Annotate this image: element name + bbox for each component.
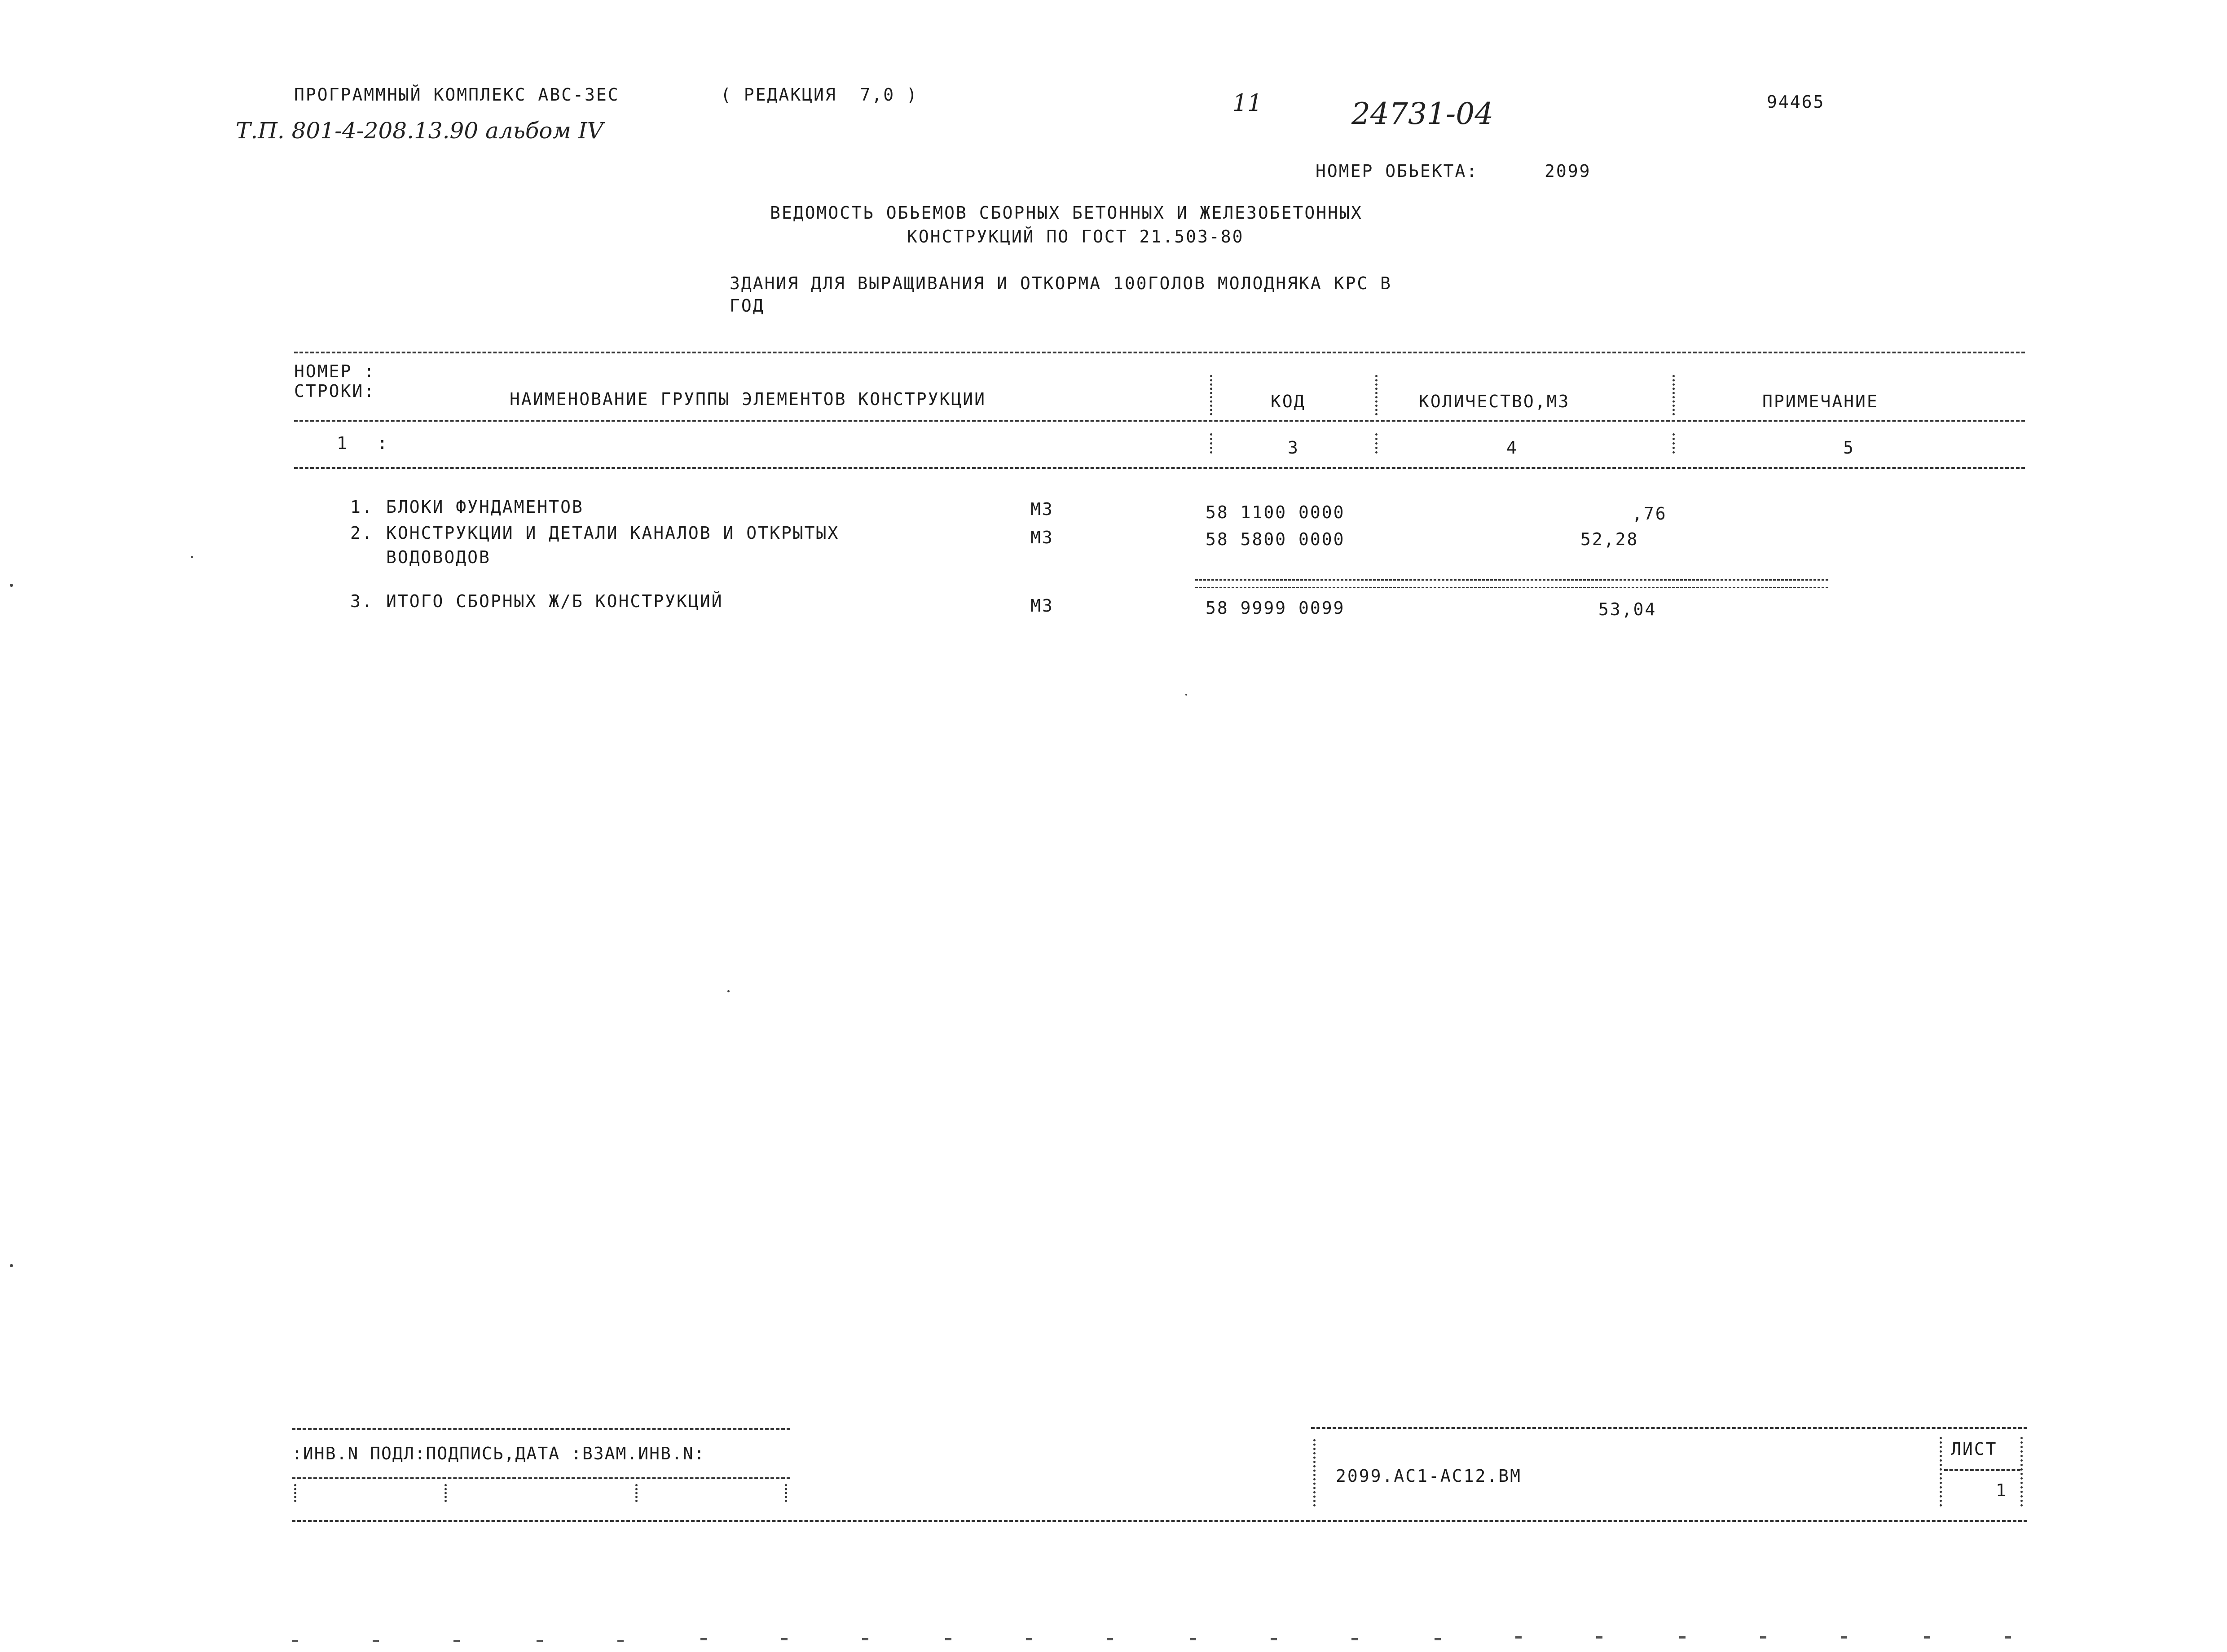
bottom-edge-mark: [1351, 1638, 1358, 1640]
column-numbers-bottom-rule: [294, 467, 2025, 469]
row-quantity: 52,28: [1580, 529, 1639, 549]
bottom-edge-mark: [1841, 1636, 1847, 1639]
row-name-continuation: ВОДОВОДОВ: [386, 547, 491, 567]
column-number-3: 3: [1288, 438, 1299, 458]
row-unit: М3: [1030, 528, 1054, 547]
building-subtitle-line2: ГОД: [730, 296, 765, 316]
num-col-sep-3: [1672, 433, 1675, 454]
stamp-top-rule: [292, 1428, 790, 1430]
header-quantity: КОЛИЧЕСТВО,М3: [1419, 392, 1570, 411]
num-col-sep-2: [1375, 433, 1378, 454]
object-number: 2099: [1545, 161, 1591, 181]
column-number-1-sep: :: [377, 433, 389, 453]
stamp-sep-1: [445, 1484, 447, 1502]
column-number-1: 1: [337, 433, 348, 453]
doc-number-handwritten: 24731-04: [1351, 97, 1494, 131]
document-title-line2: КОНСТРУКЦИЙ ПО ГОСТ 21.503-80: [907, 227, 1244, 247]
title-block-left-sep: [1313, 1439, 1316, 1507]
edition-label: ( РЕДАКЦИЯ 7,0 ): [721, 85, 918, 105]
bottom-edge-mark: [292, 1640, 298, 1642]
bottom-edge-mark: [453, 1640, 460, 1642]
bottom-edge-mark: [945, 1638, 951, 1640]
bottom-edge-mark: [1679, 1636, 1686, 1639]
row-quantity: ,76: [1632, 504, 1667, 524]
title-block-sheet-sep-left: [1940, 1437, 1942, 1507]
col-sep-1: [1210, 375, 1212, 415]
column-number-4: 4: [1506, 438, 1518, 458]
num-col-sep-1: [1210, 433, 1212, 454]
row-unit: М3: [1030, 596, 1054, 616]
tp-handwritten-note: Т.П. 801-4-208.13.90 альбом IV: [236, 118, 603, 144]
row-unit: М3: [1030, 499, 1054, 519]
row-code: 58 5800 0000: [1206, 529, 1345, 549]
scan-speck: [727, 990, 730, 992]
header-code: КОД: [1271, 392, 1306, 411]
row-code: 58 9999 0099: [1206, 598, 1345, 618]
row-name: ИТОГО СБОРНЫХ Ж/Б КОНСТРУКЦИЙ: [386, 591, 723, 611]
row-number: 3.: [350, 591, 374, 611]
col-sep-3: [1672, 375, 1675, 415]
bottom-edge-mark: [700, 1638, 707, 1640]
row-quantity: 53,04: [1598, 599, 1657, 619]
stamp-sep-0: [294, 1484, 296, 1502]
right-number: 94465: [1767, 92, 1825, 112]
footer-bottom-rule: [292, 1520, 2027, 1522]
col-sep-2: [1375, 375, 1378, 415]
object-number-label: НОМЕР ОБЬЕКТА:: [1316, 161, 1479, 181]
bottom-edge-mark: [1760, 1636, 1766, 1639]
header-row-number-line2: СТРОКИ:: [294, 381, 376, 401]
bottom-edge-mark: [862, 1638, 868, 1640]
row-name: БЛОКИ ФУНДАМЕНТОВ: [386, 497, 584, 517]
table-top-rule: [294, 352, 2025, 353]
scan-speck: [191, 556, 193, 558]
total-separator: [1195, 579, 1828, 588]
scan-speck: [10, 1264, 13, 1267]
bottom-edge-mark: [617, 1640, 624, 1642]
stamp-headers: :ИНВ.N ПОДЛ:ПОДПИСЬ,ДАТА :ВЗАМ.ИНВ.N:: [292, 1444, 705, 1463]
stamp-mid-rule: [292, 1477, 790, 1479]
header-name: НАИМЕНОВАНИЕ ГРУППЫ ЭЛЕМЕНТОВ КОНСТРУКЦИИ: [510, 389, 986, 409]
row-number: 1.: [350, 497, 374, 517]
bottom-edge-mark: [781, 1638, 788, 1640]
page-number-handwritten: 11: [1232, 90, 1263, 117]
sheet-divider: [1944, 1469, 2020, 1471]
row-name: КОНСТРУКЦИИ И ДЕТАЛИ КАНАЛОВ И ОТКРЫТЫХ: [386, 523, 840, 543]
bottom-edge-mark: [1026, 1638, 1032, 1640]
stamp-sep-3: [785, 1484, 787, 1502]
row-code: 58 1100 0000: [1206, 502, 1345, 522]
scan-speck: [10, 584, 13, 587]
document-code: 2099.АС1-АС12.ВМ: [1336, 1466, 1522, 1486]
document-title-line1: ВЕДОМОСТЬ ОБЬЕМОВ СБОРНЫХ БЕТОННЫХ И ЖЕЛЕЗОБЕТОННЫХ: [770, 203, 1363, 223]
program-line: ПРОГРАММНЫЙ КОМПЛЕКС АВС-3ЕС: [294, 85, 620, 105]
bottom-edge-mark: [1924, 1636, 1930, 1639]
bottom-edge-mark: [1107, 1638, 1113, 1640]
header-note: ПРИМЕЧАНИЕ: [1762, 392, 1879, 411]
bottom-edge-mark: [1190, 1638, 1196, 1640]
scan-speck: [1185, 694, 1187, 696]
bottom-edge-mark: [373, 1640, 379, 1642]
bottom-edge-mark: [1596, 1636, 1602, 1639]
title-block-sheet-sep-right: [2020, 1437, 2023, 1507]
header-row-number-line1: НОМЕР :: [294, 361, 376, 381]
sheet-number: 1: [1996, 1480, 2007, 1500]
bottom-edge-mark: [2005, 1636, 2011, 1639]
header-bottom-rule: [294, 420, 2025, 422]
bottom-edge-mark: [537, 1640, 543, 1642]
title-block-top-rule: [1311, 1427, 2027, 1429]
sheet-label: ЛИСТ: [1951, 1439, 1998, 1459]
building-subtitle-line1: ЗДАНИЯ ДЛЯ ВЫРАЩИВАНИЯ И ОТКОРМА 100ГОЛОВ МОЛОДНЯКА КРС В: [730, 273, 1392, 293]
bottom-edge-mark: [1435, 1638, 1441, 1640]
bottom-edge-mark: [1271, 1638, 1277, 1640]
column-number-5: 5: [1843, 438, 1855, 458]
stamp-sep-2: [635, 1484, 638, 1502]
bottom-edge-mark: [1515, 1636, 1522, 1639]
row-number: 2.: [350, 523, 374, 543]
